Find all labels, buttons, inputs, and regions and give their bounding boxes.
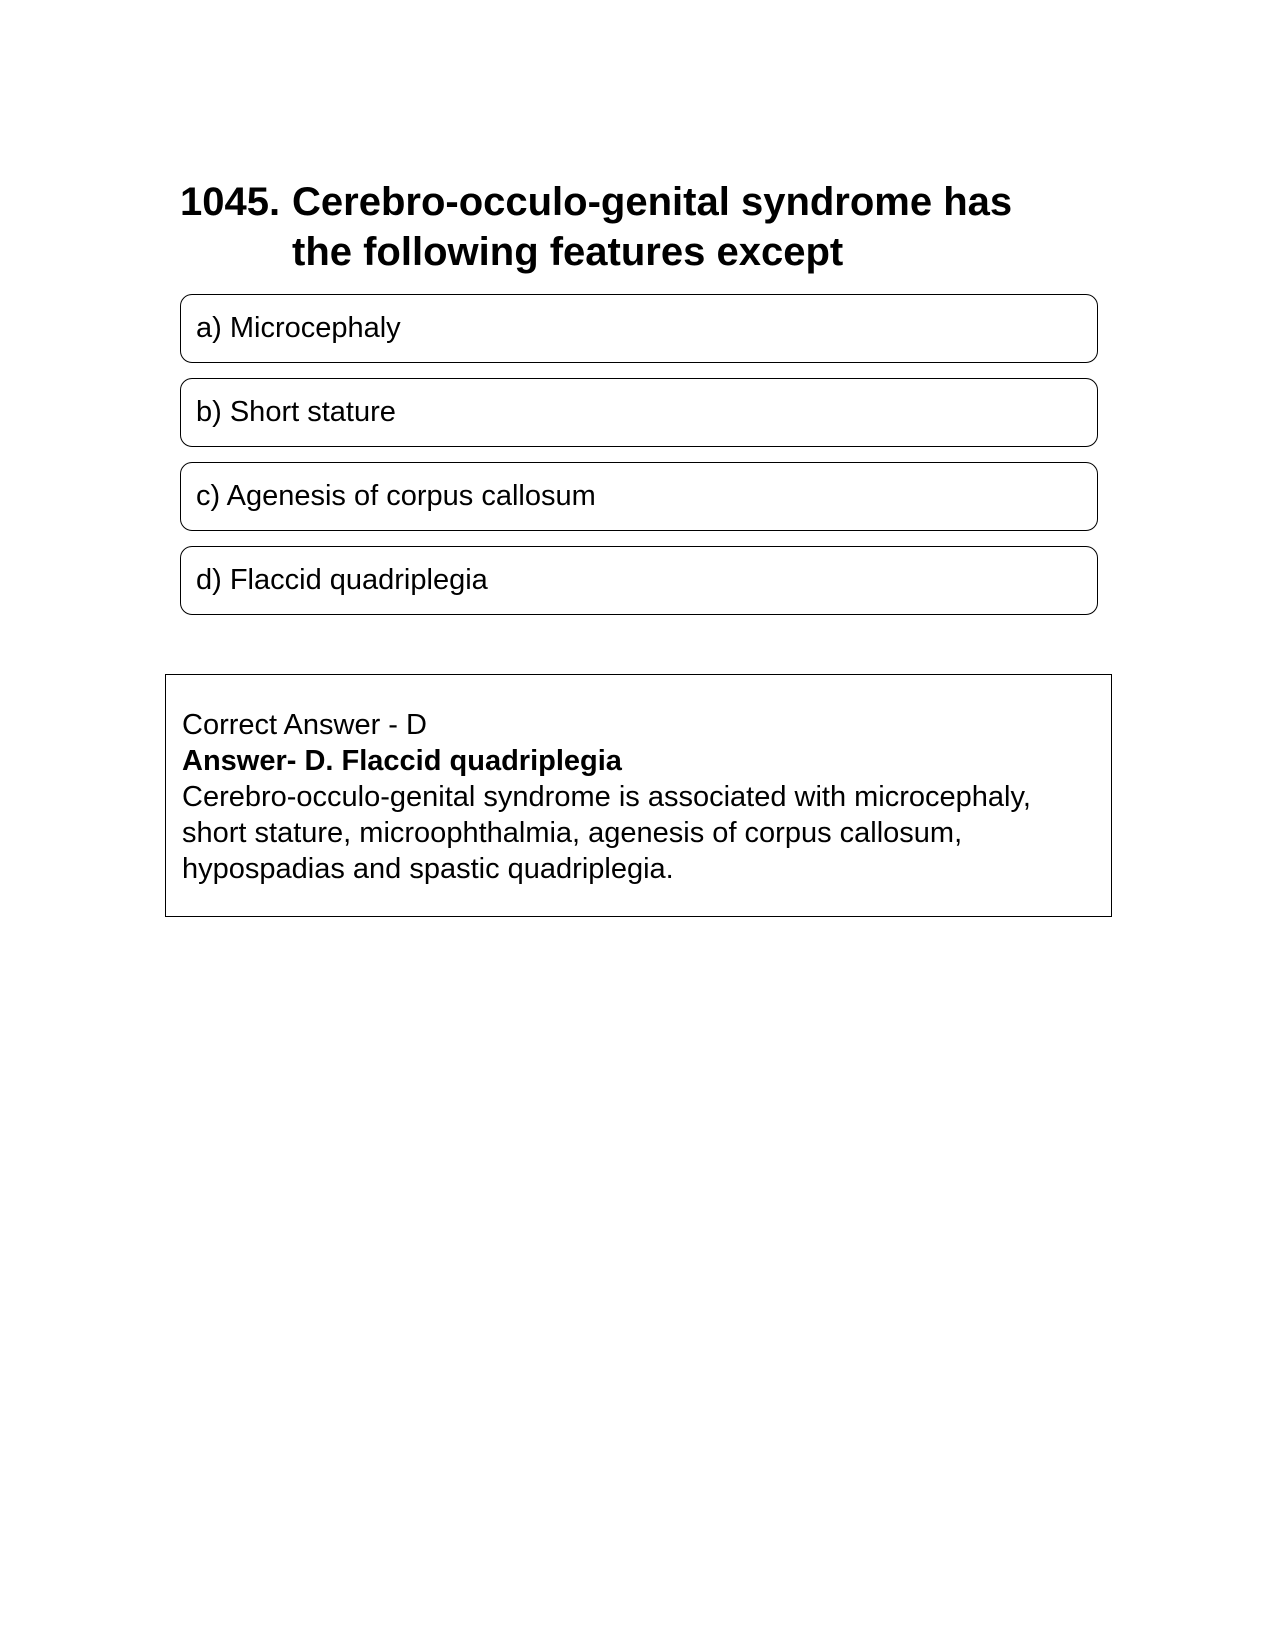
question-number: 1045. — [180, 180, 281, 224]
option-c[interactable]: c) Agenesis of corpus callosum — [180, 462, 1098, 531]
option-d[interactable]: d) Flaccid quadriplegia — [180, 546, 1098, 615]
answer-box — [165, 674, 1112, 917]
answer-heading: Answer- D. Flaccid quadriplegia — [182, 745, 622, 777]
options-list — [180, 294, 1098, 630]
answer-explanation: Cerebro-occulo-genital syndrome is associated with microcephaly, short stature, microophthalmia, agenesis of corpus callosum, hypospadias and spastic quadriplegia. — [182, 781, 1031, 885]
correct-answer-line: Correct Answer - D — [182, 709, 427, 741]
option-a[interactable]: a) Microcephaly — [180, 294, 1098, 363]
question-text: Cerebro-occulo-genital syndrome has the following features except — [292, 180, 1013, 274]
option-b[interactable]: b) Short stature — [180, 378, 1098, 447]
question — [180, 177, 1080, 277]
